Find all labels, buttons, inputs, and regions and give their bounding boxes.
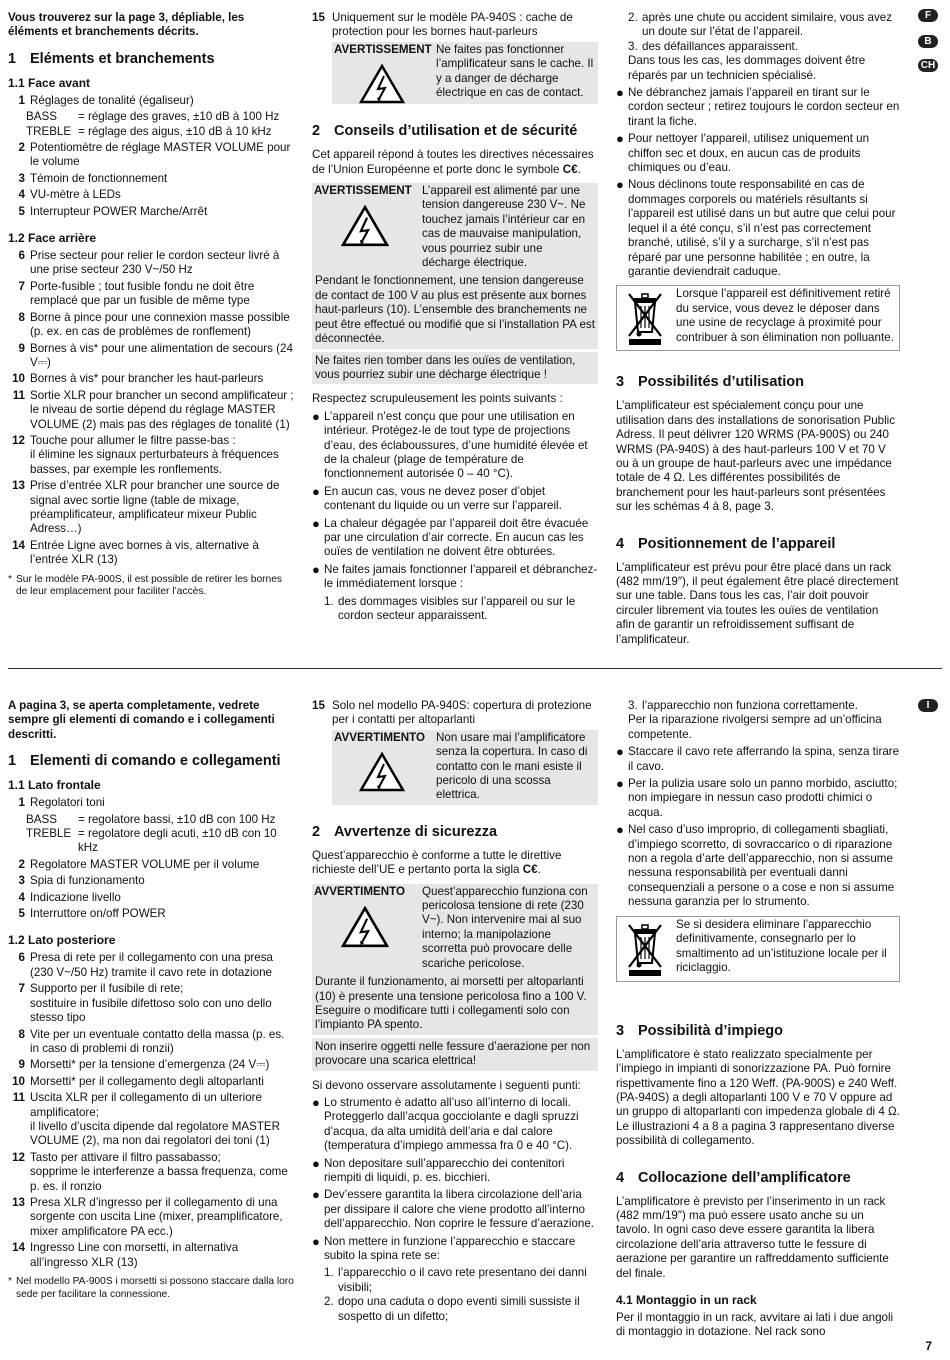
high-voltage-icon [312, 900, 418, 948]
ce-mark: C€ [522, 863, 538, 877]
fr-sub-item-3: 3. des défaillances apparaissent. [628, 39, 798, 53]
fr-section-1-1-title: 1.1 Face avant [8, 75, 91, 90]
it-warning-voltage-p2: Non inserire oggetti nelle fessure d’aerazione per non provocare una scarica elettrica! [312, 1038, 598, 1071]
fr-warning-cover-label: AVERTISSEMENT [334, 42, 432, 56]
it-section-4-1-text: Per il montaggio in un rack, avvitare ai lati i due angoli di montaggio in dotazione. Nel rack sono [616, 1310, 894, 1339]
fr-bullet-5: ● Ne débranchez jamais l’appareil en tirant sur le cordon secteur ; retirez toujours le cordon secteur en tirant la fiche. [616, 85, 900, 128]
fr-bullet-1: ● L’appareil n’est conçu que pour une utilisation en intérieur. Protégez-le de tout type de projections d’eau, des éclaboussures, d’une humidité élevée et de la chaleur (plage de température de fonctionnement autorisée 0 – 40 °C). [312, 408, 588, 481]
fr-item-1: 1 Réglages de tonalité (égaliseur) [18, 93, 194, 107]
it-repair-text: Per la riparazione rivolgersi sempre ad un’officina competente. [628, 713, 882, 741]
language-badge-b: B [918, 35, 938, 48]
it-warning-voltage-p1: Durante il funzionamento, ai morsetti per altoparlanti (10) è presente una tensione pericolosa fino a 100 V. Eseguire o modificare tutti i collegamenti solo con l’impianto PA spento. [312, 973, 598, 1035]
fr-item-4: 4 VU-mètre à LEDs [18, 188, 121, 202]
it-item-13: 13 Presa XLR d’ingresso per il collegamento di una sorgente con uscita Line (mixer, preamplificatore, mixer amplificatore PA ecc.) [12, 1195, 283, 1238]
it-item-12: 12 Tasto per attivare il filtro passabasso; sopprime le interferenze a bassa frequenza, come p. es. il ronzio [12, 1150, 288, 1193]
it-section-4-1-title: 4.1 Montaggio in un rack [616, 1292, 757, 1307]
it-bullet-7: ● Nel caso d’uso improprio, di collegamenti sbagliati, d’impiego scorretto, di sovraccarico o di riparazione non a regola d’arte dell’apparecchio, non si assume nessuna responsabilità per eventuali danni consequenziali a persone o a cose e non si assume nessuna garanzia per lo strumento. [616, 822, 895, 909]
fr-warning-voltage-p2: Ne faites rien tomber dans les ouïes de ventilation, vous pourriez subir une décharge électrique ! [312, 352, 598, 385]
fr-item-7: 7 Porte-fusible ; tout fusible fondu ne doit être remplacé que par un fusible de même type [18, 279, 255, 308]
high-voltage-icon [332, 746, 432, 792]
it-bullet-4: ● Non mettere in funzione l’apparecchio e staccare subito la spina rete se: [312, 1233, 576, 1262]
it-item-6: 6 Presa di rete per il collegamento con una presa (230 V~/50 Hz) tramite il cavo rete in dotazione [18, 951, 273, 979]
fr-section-3-title: 3 Possibilités d’utilisation [616, 374, 804, 391]
fr-section-2-title: 2 Conseils d’utilisation et de sécurité [312, 123, 578, 140]
fr-item-11: 11 Sortie XLR pour brancher un second amplificateur ; le niveau de sortie dépend du réglage MASTER VOLUME (2) mais pas des réglages de tonalité (1) [12, 388, 294, 431]
fr-section-3-text: L’amplificateur est spécialement conçu pour une utilisation dans des installations de sonorisation Public Adress. Il peut délivrer 120 WRMS (PA-900S) ou 240 WRMS (PA-940S) à des haut-parleurs 100 V et 70 V ou à un groupe de haut-parleurs avec une impédance totale de 4 Ω. Les différentes possibilités de branchement pour les haut-parleurs sont présentées sur les schémas 4 à 8, page 3. [616, 399, 896, 514]
it-section-4-text: L’amplificatore è previsto per l’inserimento in un rack (482 mm/19″) ma può essere usato anche su un tavolo. In ogni caso deve essere garantita la libera circolazione dell’aria attraverso tutte le fessure di aerazione per garantire un raffreddamento sufficiente del finale. [616, 1194, 889, 1280]
fr-column-3 [616, 11, 900, 650]
it-warning-voltage-text: Quest’apparecchio funziona con pericolosa tensione di rete (230 V~). Non intervenire mai al suo interno; la manipolazione scorretta può provocare delle scariche pericolose. [422, 884, 588, 970]
language-badge-ch: CH [918, 59, 938, 72]
it-warning-cover-label: AVVERTIMENTO [334, 730, 426, 744]
page-number: 7 [925, 1339, 932, 1353]
fr-item-9: 9 Bornes à vis* pour une alimentation de secours (24 V⎓) [18, 341, 293, 369]
fr-item-12: 12 Touche pour allumer le filtre passe-bas : il élimine les signaux perturbateurs à fréquences basses, par exemple les ronflements. [12, 433, 279, 476]
fr-item-13: 13 Prise d’entrée XLR pour brancher une source de signal avec sortie ligne (table de mixage, préamplificateur, amplificateur mixeur Public Adress…) [12, 479, 280, 536]
it-item-5: 5 Interruttore on/off POWER [18, 907, 166, 921]
fr-warning-cover [332, 42, 598, 104]
fr-disposal-text: Lorsque l’appareil est définitivement retiré du service, vous devez le déposer dans une usine de recyclage à proximité pour contribuer à son élimination non polluante. [676, 287, 894, 344]
it-warning-voltage [312, 884, 598, 1071]
it-column-1 [8, 699, 294, 1305]
it-item-8: 8 Vite per un eventuale contatto della massa (p. es. in caso di problemi di ronzii) [18, 1027, 285, 1055]
it-section-2-text: Quest’apparecchio è conforme a tutte le direttive richieste dell’UE e pertanto porta la sigla C€. [312, 848, 562, 877]
fr-warning-voltage-label: AVERTISSEMENT [314, 184, 412, 198]
it-bass-row: BASS = regolatore bassi, ±10 dB con 100 Hz [26, 812, 276, 826]
fr-sub-item-2: 2. après une chute ou accident similaire, vous avez un doute sur l’état de l’appareil. [628, 11, 893, 39]
it-intro: A pagina 3, se aperta completamente, vedrete sempre gli elementi di comando e i collegamenti descritti. [8, 699, 275, 741]
fr-disposal-box [616, 285, 900, 351]
fr-bullet-3: ● La chaleur dégagée par l’appareil doit être évacuée par une circulation d’air correcte. En aucun cas les ouïes de ventilation ne doivent être obturées. [312, 515, 589, 559]
fr-item-2: 2 Potentiomètre de réglage MASTER VOLUME pour le volume [18, 141, 291, 169]
section-divider [8, 668, 942, 669]
it-respect-text: Si devono osservare assolutamente i seguenti punti: [312, 1078, 581, 1092]
it-bullet-3: ● Dev’essere garantita la libera circolazione dell’aria per dissipare il calore che viene prodotto all’interno dell’apparecchio. Non coprire le fessure d’aerazione. [312, 1187, 595, 1231]
it-section-2-title: 2 Avvertenze di sicurezza [312, 823, 498, 840]
fr-item-14: 14 Entrée Ligne avec bornes à vis, alternative à l’entrée XLR (13) [12, 538, 259, 567]
fr-item-15: 15 Uniquement sur le modèle PA-940S : cache de protection pour les bornes haut-parleurs [312, 11, 573, 39]
high-voltage-icon [312, 199, 418, 247]
fr-section-2-text: Cet appareil répond à toutes les directives nécessaires de l’Union Européenne et porte donc le symbole C€. [312, 148, 594, 176]
it-bullet-1: ● Lo strumento è adatto all’uso all’interno di locali. Proteggerlo dall’acqua gocciolante e dagli spruzzi d’acqua, da alta umidità dell’aria e dal calore (temperatura d’impiego ammessa fra 0 e 40 °C). [312, 1094, 579, 1153]
fr-bullet-4: ● Ne faites jamais fonctionner l’appareil et débranchez-le immédiatement lorsque : [312, 561, 598, 591]
it-item-7: 7 Supporto per il fusibile di rete; sostituire in fusibile difettoso solo con uno dello stesso tipo [18, 982, 272, 1025]
it-item-9: 9 Morsetti* per la tensione d’emergenza (24 V⎓) [18, 1058, 270, 1072]
it-warning-cover-text: Non usare mai l’amplificatore senza la copertura. In caso di contatto con le mani esiste il pericolo di una scossa elettrica. [436, 730, 588, 802]
it-bullet-5: ● Staccare il cavo rete afferrando la spina, senza tirare il cavo. [616, 744, 900, 773]
it-treble-row: TREBLE = regolatore degli acuti, ±10 dB con 10 kHz [26, 827, 277, 855]
it-sub-item-3: 3. l’apparecchio non funziona correttamente. [628, 699, 858, 712]
it-sub-item-1: 1. l’apparecchio o il cavo rete presentano dei danni visibili; [324, 1266, 587, 1294]
fr-warning-voltage-text: L’appareil est alimenté par une tension dangereuse 230 V~. Ne touchez jamais l’intérieur car en cas de mauvaise manipulation, vous pourriez subir une décharge électrique. [422, 184, 586, 270]
fr-treble-row: TREBLE = réglage des aigus, ±10 dB à 10 kHz [26, 124, 272, 138]
it-section-1-1-title: 1.1 Lato frontale [8, 778, 101, 793]
fr-column-1 [8, 11, 294, 602]
it-section-1-title: 1 Elementi di comando e collegamenti [8, 753, 281, 770]
fr-item-6: 6 Prise secteur pour relier le cordon secteur livré à une prise secteur 230 V~/50 Hz [18, 249, 280, 277]
fr-repair-text: Dans tous les cas, les dommages doivent être réparés par un technicien spécialisé. [628, 54, 866, 82]
fr-item-10: 10 Bornes à vis* pour brancher les haut-parleurs [12, 372, 264, 386]
crossed-bin-icon [617, 917, 673, 981]
it-item-1: 1 Regolatori toni [18, 796, 105, 810]
fr-item-3: 3 Témoin de fonctionnement [18, 171, 168, 185]
fr-sub-item-1: 1. des dommages visibles sur l’appareil ou sur le cordon secteur apparaissent. [324, 594, 576, 622]
crossed-bin-icon [617, 286, 673, 350]
fr-item-8: 8 Borne à pince pour une connexion masse possible (p. ex. en cas de problèmes de ronflement) [18, 310, 290, 339]
it-bullet-6: ● Per la pulizia usare solo un panno morbido, asciutto; non impiegare in nessun caso prodotti chimici o acqua. [616, 776, 898, 819]
fr-column-2 [312, 11, 598, 623]
it-item-11: 11 Uscita XLR per il collegamento di un ulteriore amplificatore; il livello d’uscita dipende dal regolatore MASTER VOLUME (2), ma non dai regolatori dei toni (1) [12, 1091, 281, 1148]
language-badge-i: I [918, 699, 938, 712]
fr-footnote: * Sur le modèle PA-900S, il est possible de retirer les bornes de leur emplacement pour faciliter l’accès. [8, 573, 282, 598]
it-item-3: 3 Spia di funzionamento [18, 874, 145, 888]
high-voltage-icon [332, 58, 432, 104]
fr-section-4-text: L’amplificateur est prévu pour être placé dans un rack (482 mm/19″), il peut également être placé directement sur une table. Dans tous les cas, l’air doit pouvoir circuler librement via toutes les ouïes de ventilation afin de garantir un refroidissement suffisant de l’amplificateur. [616, 560, 899, 646]
fr-section-1-title: 1 Eléments et branchements [8, 50, 215, 67]
it-warning-cover [332, 730, 598, 805]
it-sub-item-2: 2. dopo una caduta o dopo eventi simili sussiste il sospetto di un difetto; [324, 1295, 580, 1323]
fr-intro: Vous trouverez sur la page 3, dépliable, les éléments et branchements décrits. [8, 11, 245, 39]
fr-bullet-6: ● Pour nettoyer l’appareil, utilisez uniquement un chiffon sec et doux, en aucun cas de produits chimiques ou d’eau. [616, 131, 870, 175]
language-badge-f: F [918, 9, 938, 22]
it-item-2: 2 Regolatore MASTER VOLUME per il volume [18, 857, 260, 871]
fr-section-1-2-title: 1.2 Face arrière [8, 231, 97, 246]
it-section-3-text: L’amplificatore è stato realizzato specialmente per l’impiego in impianti di sonorizzazione PA. Può fornire rispettivamente fino a 120 Weff. (PA-900S) e 240 Weff. (PA-940S) a degli altoparlanti 100 V e 70 V oppure ad un gruppo di altoparlanti con impedenza globale di 4 Ω. Le illustrazioni 4 a 8 a pagina 3 rappresentano diverse possibilità di collegamento. [616, 1047, 900, 1148]
ce-mark: C€ [562, 162, 578, 176]
it-section-3-title: 3 Possibilità d’impiego [616, 1022, 784, 1039]
it-bullet-2: ● Non depositare sull’apparecchio dei contenitori riempiti di liquidi, p. es. bicchieri. [312, 1155, 565, 1184]
it-item-14: 14 Ingresso Line con morsetti, in alternativa all’ingresso XLR (13) [12, 1241, 239, 1269]
fr-warning-cover-text: Ne faites pas fonctionner l’amplificateur sans le cache. Il y a danger de décharge électrique en cas de contact. [436, 42, 594, 100]
fr-item-5: 5 Interrupteur POWER Marche/Arrêt [18, 204, 208, 218]
it-item-15: 15 Solo nel modello PA-940S: copertura di protezione per i contatti per altoparlanti [312, 699, 592, 727]
fr-respect-text: Respectez scrupuleusement les points suivants : [312, 392, 563, 406]
it-disposal-box [616, 916, 900, 982]
fr-warning-voltage-p1: Pendant le fonctionnement, une tension dangereuse de contact de 100 V au plus est présente aux bornes haut-parleurs (10). L’ensemble des branchements ne peut être effectué ou modifié que si l’installation PA est déconnectée. [312, 272, 598, 348]
fr-bullet-2: ● En aucun cas, vous ne devez poser d’objet contenant du liquide ou un verre sur l’appareil. [312, 483, 562, 513]
it-section-1-2-title: 1.2 Lato posteriore [8, 933, 116, 948]
it-item-4: 4 Indicazione livello [18, 890, 121, 904]
it-column-3 [616, 699, 900, 1343]
it-warning-voltage-label: AVVERTIMENTO [314, 884, 406, 898]
it-section-4-title: 4 Collocazione dell’amplificatore [616, 1169, 851, 1186]
fr-bass-row: BASS = réglage des graves, ±10 dB à 100 Hz [26, 110, 280, 124]
fr-warning-voltage [312, 183, 598, 384]
it-column-2 [312, 699, 598, 1324]
it-footnote: * Nel modello PA-900S i morsetti si possono staccare dalla loro sede per facilitare la connessione. [8, 1276, 294, 1300]
fr-section-4-title: 4 Positionnement de l’appareil [616, 535, 836, 552]
it-item-10: 10 Morsetti* per il collegamento degli altoparlanti [12, 1074, 264, 1088]
fr-bullet-7: ● Nous déclinons toute responsabilité en cas de dommages corporels ou matériels résultants si l’appareil est utilisé dans un but autre que celui pour lequel il a été conçu, s’il n’est pas correctement branché, utilisé, s’il y a surcharge, s’il n’est pas réparé par une personne habilitée ; en outre, la garantie deviendrait caduque. [616, 177, 896, 278]
it-disposal-text: Se si desidera eliminare l’apparecchio definitivamente, consegnarlo per lo smaltimento ad un’istituzione locale per il riciclaggio. [676, 917, 887, 974]
